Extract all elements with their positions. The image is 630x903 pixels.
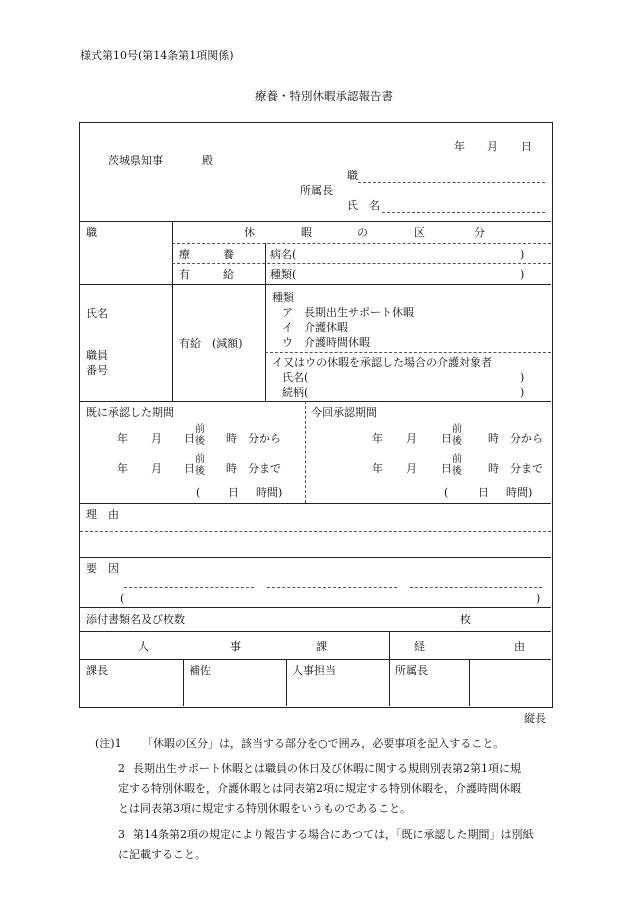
jinji-header-1: 人	[138, 640, 149, 653]
shoku-label: 職	[86, 226, 97, 239]
kind-a: ア 長期出生サポート休暇	[282, 306, 414, 319]
attachments-unit: 枚	[460, 613, 471, 626]
curr-total-open: (	[444, 486, 449, 499]
curr-to-day: 日	[441, 462, 452, 475]
note-2-line-2: 定する特別休暇を，介護休暇とは同表第2項に規定する特別休暇を，介護時間休暇	[118, 782, 521, 795]
prev-to-hour: 時	[226, 462, 237, 475]
date-month: 月	[487, 140, 498, 153]
prev-period-label: 既に承認した期間	[86, 406, 174, 419]
leave-header-4: 区	[414, 226, 425, 239]
prev-from-am[interactable]: 前	[195, 424, 205, 435]
curr-from-am[interactable]: 前	[452, 424, 462, 435]
yukyu-genkyu-label: 有給 (減額)	[179, 337, 243, 350]
curr-to-suffix: 分まで	[510, 462, 543, 475]
note-1-prefix: (注)1	[95, 737, 122, 750]
leave-header-2: 暇	[301, 226, 312, 239]
yoin-open: (	[120, 592, 125, 605]
jinji-header-2: 事	[230, 640, 241, 653]
jinji-header-3: 課	[316, 640, 327, 653]
care-name-close: )	[520, 371, 525, 384]
note-3-line-1: 第14条第2項の規定により報告する場合にあつては，「既に承認した期間」は別紙	[133, 828, 534, 841]
kinds-label: 種類	[272, 291, 294, 304]
shokuin-bango-2: 番号	[86, 364, 108, 377]
note-3-line-2: に記載すること。	[118, 848, 206, 861]
prev-from-year: 年	[117, 432, 128, 445]
head-title-label: 職	[347, 169, 358, 182]
curr-to-hour: 時	[488, 462, 499, 475]
head-name-label: 氏 名	[347, 199, 380, 212]
prev-to-pm[interactable]: 後	[195, 466, 205, 477]
orientation-label: 縦長	[524, 712, 546, 725]
note-2-line-1: 長期出生サポート休暇とは職員の休日及び休暇に関する規則別表第2第1項に規	[133, 762, 521, 775]
prev-from-pm[interactable]: 後	[195, 436, 205, 447]
shokuin-bango-1: 職員	[86, 349, 108, 362]
curr-from-pm[interactable]: 後	[452, 436, 462, 447]
yukyu-label: 有 給	[179, 268, 234, 281]
care-relation-label: 続柄(	[282, 386, 309, 399]
shurui-close: )	[520, 268, 525, 281]
curr-total-day: 日	[478, 486, 489, 499]
prev-from-hour: 時	[226, 432, 237, 445]
honorific: 殿	[202, 154, 213, 167]
care-name-label: 氏名(	[282, 371, 309, 384]
note-2-num: 2	[118, 762, 125, 775]
head-title-field[interactable]	[358, 182, 545, 183]
form-title: 療養・特別休暇承認報告書	[255, 89, 393, 103]
date-day: 日	[521, 140, 532, 153]
prev-to-month: 月	[151, 462, 162, 475]
prev-to-year: 年	[117, 462, 128, 475]
keiyu-header-2: 由	[514, 640, 525, 653]
prev-from-suffix: 分から	[248, 432, 281, 445]
byomei-label: 病名(	[270, 248, 297, 261]
curr-from-suffix: 分から	[510, 432, 543, 445]
sign-jinji-tanto[interactable]: 人事担当	[292, 664, 336, 677]
prev-to-day: 日	[184, 462, 195, 475]
prev-total-day: 日	[228, 486, 239, 499]
kind-i: イ 介護休暇	[282, 321, 348, 334]
curr-from-month: 月	[406, 432, 417, 445]
form-number: 様式第10号(第14条第1項関係)	[80, 49, 234, 62]
sign-kacho[interactable]: 課長	[86, 664, 108, 677]
note-1-text: 「休暇の区分」は，該当する部分を○で囲み，必要事項を記入すること。	[142, 737, 505, 750]
yoin-label: 要 因	[86, 562, 119, 575]
prev-to-suffix: 分まで	[248, 462, 281, 475]
riyu-field[interactable]	[80, 531, 551, 532]
sign-hosa[interactable]: 補佐	[189, 664, 211, 677]
prev-total-hours: 時間)	[256, 486, 283, 499]
keiyu-header-1: 経	[414, 640, 425, 653]
attachments-label: 添付書類名及び枚数	[86, 613, 185, 626]
curr-to-month: 月	[406, 462, 417, 475]
care-relation-close: )	[520, 386, 525, 399]
head-label: 所属長	[300, 184, 333, 197]
curr-period-label: 今回承認期間	[311, 406, 377, 419]
curr-to-am[interactable]: 前	[452, 454, 462, 465]
riyu-label: 理 由	[86, 508, 119, 521]
kind-u: ウ 介護時間休暇	[282, 336, 370, 349]
byomei-close: )	[520, 248, 525, 261]
leave-header-3: の	[357, 226, 368, 239]
note-2-line-3: とは同表第3項に規定する特別休暇をいうものであること。	[118, 802, 411, 815]
care-note: イ又はウの休暇を承認した場合の介護対象者	[272, 356, 492, 369]
curr-from-day: 日	[441, 432, 452, 445]
prev-to-am[interactable]: 前	[195, 454, 205, 465]
prev-from-month: 月	[151, 432, 162, 445]
leave-header-1: 休	[244, 226, 255, 239]
shimei-label: 氏名	[86, 307, 108, 320]
addressee: 茨城県知事	[108, 154, 163, 167]
curr-to-pm[interactable]: 後	[452, 466, 462, 477]
prev-from-day: 日	[184, 432, 195, 445]
curr-from-hour: 時	[488, 432, 499, 445]
sign-shozokucho[interactable]: 所属長	[395, 664, 428, 677]
leave-header-5: 分	[474, 226, 485, 239]
yoin-close: )	[536, 592, 541, 605]
curr-to-year: 年	[372, 462, 383, 475]
curr-total-hours: 時間)	[506, 486, 533, 499]
shurui-label: 種類(	[270, 268, 297, 281]
head-name-field[interactable]	[382, 212, 545, 213]
curr-from-year: 年	[372, 432, 383, 445]
ryoyo-label: 療 養	[179, 248, 234, 261]
prev-total-open: (	[196, 486, 201, 499]
note-3-num: 3	[118, 828, 125, 841]
date-year: 年	[454, 140, 465, 153]
